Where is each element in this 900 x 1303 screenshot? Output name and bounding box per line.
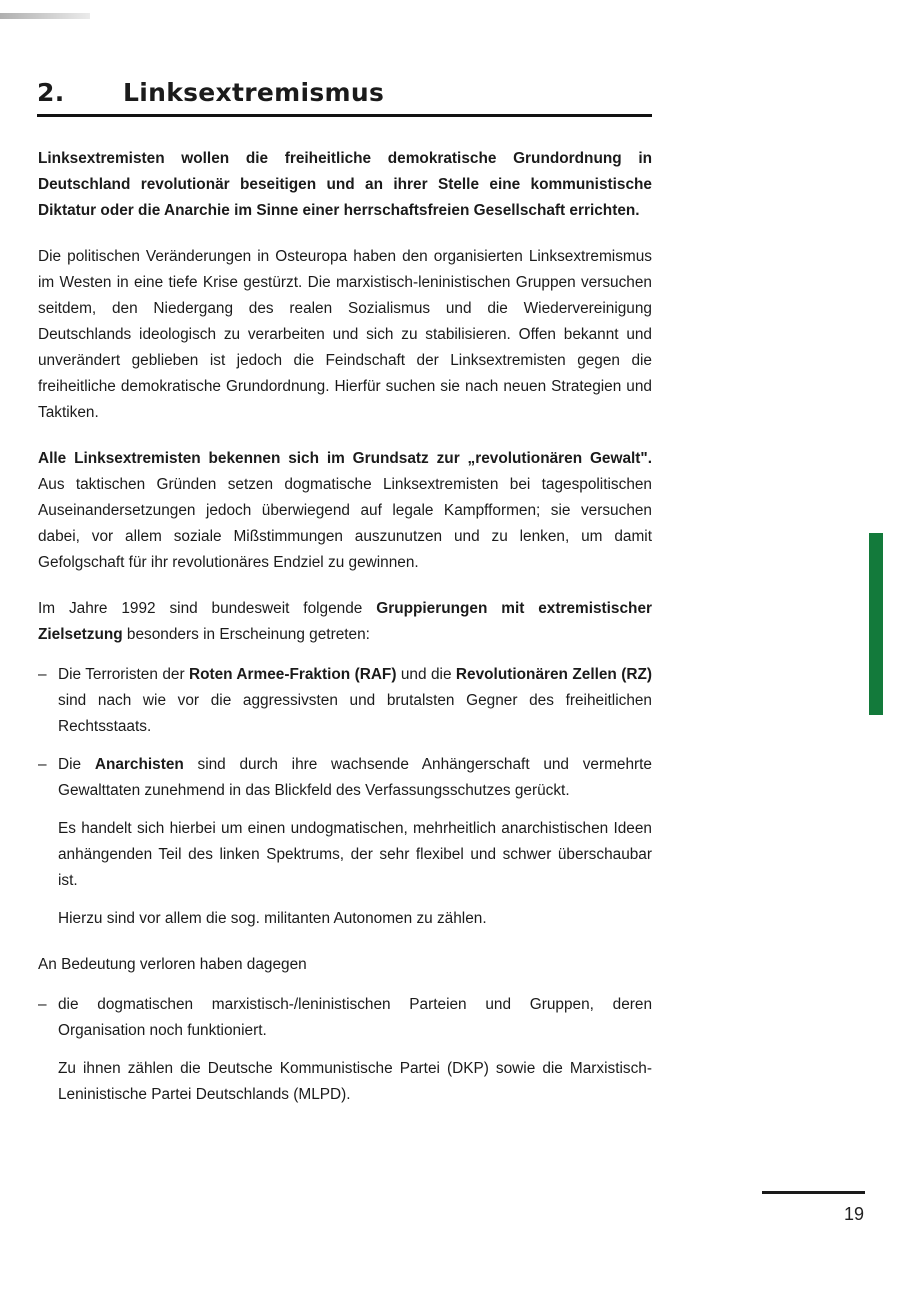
paragraph-declining: An Bedeutung verloren haben dagegen bbox=[38, 956, 307, 973]
raf-term: Roten Armee-Fraktion (RAF) bbox=[188, 666, 397, 683]
section-title: Linksextremismus bbox=[123, 78, 385, 107]
rz-term: Revolutionären Zellen (RZ) bbox=[455, 666, 653, 683]
list-dash: – bbox=[38, 996, 47, 1013]
item-text: und die bbox=[396, 666, 456, 683]
heading-underline bbox=[37, 114, 652, 117]
body-text bbox=[38, 146, 652, 1128]
groupings-list bbox=[38, 662, 652, 932]
groupings-intro: Im Jahre 1992 sind bundesweit folgende bbox=[38, 600, 377, 617]
declining-list bbox=[38, 992, 652, 1108]
list-item-raf-rz bbox=[38, 662, 652, 740]
item-text: die dogmatischen marxistisch-/leninistischen Parteien und Gruppen, deren Organisation noch funktioniert. bbox=[58, 996, 652, 1039]
autonomen-note: Hierzu sind vor allem die sog. militanten Autonomen zu zählen. bbox=[58, 910, 487, 927]
violence-statement: Alle Linksextremisten bekennen sich im Grundsatz zur „revolutionären Gewalt". bbox=[38, 450, 652, 467]
section-marker-bar bbox=[869, 533, 883, 715]
item-text: Die bbox=[58, 756, 95, 773]
item-text: Die Terroristen der bbox=[58, 666, 189, 683]
section-heading bbox=[37, 78, 652, 107]
section-number: 2. bbox=[37, 78, 65, 107]
paragraph-revolutionary-violence bbox=[38, 446, 652, 576]
groupings-highlight: Gruppierungen mit extremistischer Zielsetzung bbox=[38, 600, 653, 643]
page-number: 19 bbox=[843, 1204, 864, 1224]
anarchists-description: Es handelt sich hierbei um einen undogmatischen, mehrheitlich anarchistischen Ideen anhängenden Teil des linken Spektrums, der sehr flexibel und schwer überschaubar ist. bbox=[58, 820, 652, 889]
footer-rule bbox=[762, 1191, 865, 1194]
anarchists-term: Anarchisten bbox=[94, 756, 184, 773]
list-item-anarchists bbox=[38, 752, 652, 804]
paragraph-eastern-europe: Die politischen Veränderungen in Osteuropa haben den organisierten Linksextremismus im Westen in eine tiefe Krise gestürzt. Die marxistisch-leninistischen Gruppen versuchen seitdem, den Niedergang des realen Sozialismus und die Wiedervereinigung Deutschlands ideologisch zu verarbeiten und sich zu stabilisieren. Offen bekannt und unverändert geblieben ist jedoch die Feindschaft der Linksextremisten gegen die freiheitliche demokratische Grundordnung. Hierfür suchen sie nach neuen Strategien und Taktiken. bbox=[38, 248, 652, 421]
scan-corner-mark bbox=[0, 13, 90, 19]
list-dash: – bbox=[38, 666, 47, 683]
item-text: sind nach wie vor die aggressivsten und brutalsten Gegner des freiheitlichen Rechtsstaats. bbox=[58, 692, 652, 735]
groupings-outro: besonders in Erscheinung getreten: bbox=[122, 626, 370, 643]
violence-explanation: Aus taktischen Gründen setzen dogmatische Linksextremisten bei tagespolitischen Auseinandersetzungen jedoch überwiegend auf legale Kampfformen; sie versuchen dabei, vor allem soziale Mißstimmungen auszunutzen und zu lenken, um damit Gefolgschaft für ihr revolutionäres Endziel zu gewinnen. bbox=[38, 476, 652, 571]
paragraph-groupings bbox=[38, 596, 652, 648]
list-dash: – bbox=[38, 756, 47, 773]
item-text: sind durch ihre wachsende Anhängerschaft und vermehrte Gewalttaten zunehmend in das Blickfeld des Verfassungsschutzes gerückt. bbox=[58, 756, 652, 799]
dkp-mlpd-note: Zu ihnen zählen die Deutsche Kommunistische Partei (DKP) sowie die Marxistisch-Leninistische Partei Deutschlands (MLPD). bbox=[58, 1060, 652, 1103]
list-item-dogmatic-parties bbox=[38, 992, 652, 1044]
intro-paragraph: Linksextremisten wollen die freiheitliche demokratische Grundordnung in Deutschland revolutionär beseitigen und an ihrer Stelle eine kommunistische Diktatur oder die Anarchie im Sinne einer herrschaftsfreien Gesellschaft errichten. bbox=[38, 150, 652, 219]
